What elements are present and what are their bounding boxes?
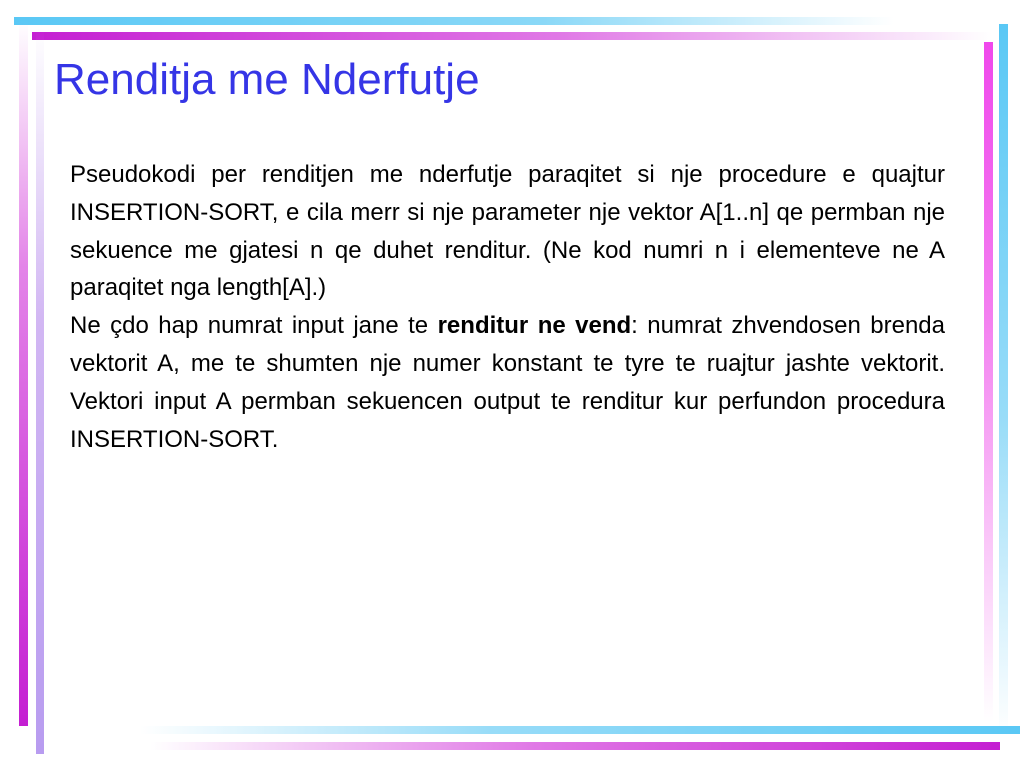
paragraph-in-place bbox=[70, 307, 945, 458]
emphasis-in-place: renditur ne vend bbox=[437, 312, 632, 340]
paragraph-pseudocode bbox=[70, 156, 945, 307]
slide-body bbox=[70, 156, 945, 458]
decorative-bar-top-cyan bbox=[14, 17, 894, 25]
slide-title: Renditja me Nderfutje bbox=[54, 55, 480, 104]
decorative-bar-bottom-cyan bbox=[140, 726, 1020, 734]
decorative-bar-left-magenta bbox=[19, 20, 28, 726]
decorative-bar-top-magenta bbox=[32, 32, 992, 40]
decorative-bar-left-lilac bbox=[36, 28, 44, 754]
decorative-bar-right-cyan bbox=[999, 24, 1008, 736]
paragraph-text-rest: : numrat zhvendosen brenda vektorit A, me te shumten nje numer konstant te tyre te ruajtur jashte vektorit. Vektori input A permban sekuencen output te renditur kur perfundon procedura INSERTION-SORT. bbox=[70, 312, 945, 453]
paragraph-text: Pseudokodi per renditjen me nderfutje paraqitet si nje procedure e quajtur INSERTION-SORT, e cila merr si nje parameter nje vektor A[1..n] qe permban nje sekuence me gjatesi n qe duhet renditur. (Ne kod numri n i elementeve ne A paraqitet nga length[A].) bbox=[70, 161, 945, 302]
decorative-bar-right-magenta bbox=[984, 42, 993, 722]
decorative-bar-bottom-magenta bbox=[150, 742, 1000, 750]
paragraph-text-lead: Ne çdo hap numrat input jane te bbox=[70, 312, 438, 340]
